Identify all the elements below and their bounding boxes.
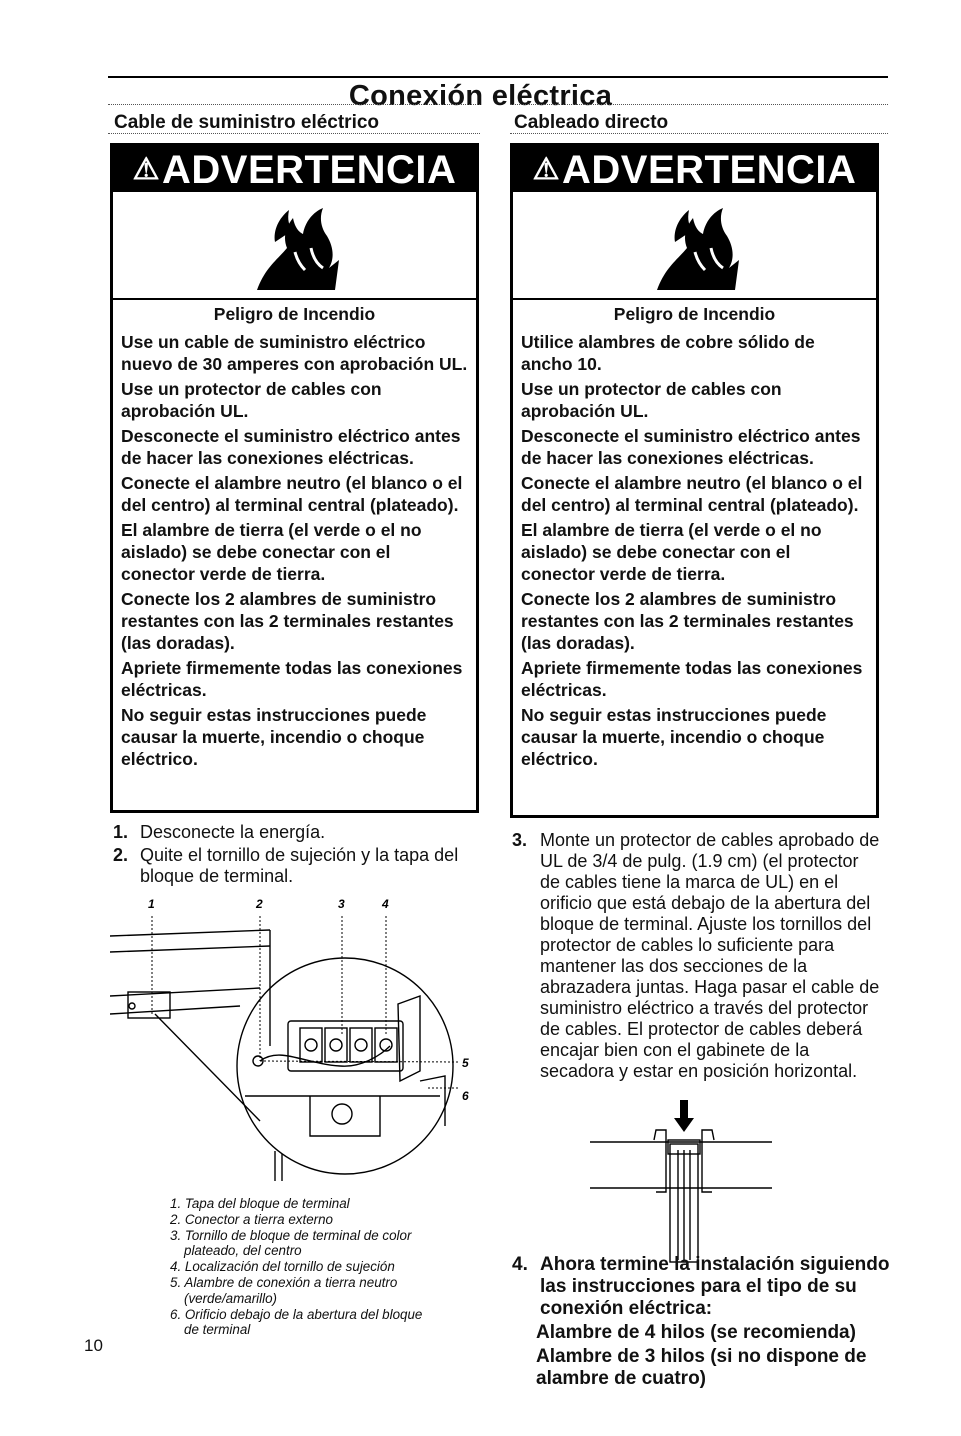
- warning-banner-text: ADVERTENCIA: [162, 148, 457, 192]
- step-item: [110, 845, 480, 887]
- right-step-4: [512, 1254, 892, 1390]
- warning-paragraph: El alambre de tierra (el verde o el no aislado) se debe conectar con el conector verde de tierra.: [521, 520, 822, 584]
- step-number: 4.: [512, 1254, 528, 1275]
- caption-line: 3. Tornillo de bloque de terminal de color: [170, 1227, 412, 1243]
- caption-line: de terminal: [184, 1322, 251, 1338]
- left-heading-rule-top: [108, 104, 480, 105]
- caption-line: plateado, del centro: [184, 1243, 302, 1259]
- fire-hazard-icon: [247, 202, 343, 292]
- diagram-label-5: 5: [462, 1056, 469, 1070]
- wiring-option: Alambre de 3 hilos (si no dispone de alambre de cuatro): [536, 1346, 867, 1389]
- warning-triangle-icon: ⚠: [132, 153, 160, 186]
- left-steps: [110, 822, 480, 887]
- warning-title: Peligro de Incendio: [613, 304, 776, 324]
- step-text: Ahora termine la instalación siguiendo las instrucciones para el tipo de su conexión eléctrica:: [540, 1254, 890, 1319]
- warning-paragraph: Use un cable de suministro eléctrico nuevo de 30 amperes con aprobación UL.: [121, 331, 468, 374]
- caption-line: 5. Alambre de conexión a tierra neutro: [170, 1274, 398, 1290]
- step-text: Desconecte la energía.: [140, 822, 326, 842]
- warning-banner-text: ADVERTENCIA: [562, 148, 857, 192]
- right-step-3: [512, 830, 882, 1082]
- warning-paragraph: El alambre de tierra (el verde o el no aislado) se debe conectar con el conector verde de tierra.: [121, 520, 422, 584]
- warning-paragraph: Desconecte el suministro eléctrico antes de hacer las conexiones eléctricas.: [121, 425, 461, 468]
- warning-paragraph: Apriete firmemente todas las conexiones eléctricas.: [521, 657, 863, 700]
- page-number: 10: [84, 1336, 103, 1355]
- caption-line: 1. Tapa del bloque de terminal: [170, 1196, 350, 1211]
- warning-paragraph: Conecte el alambre neutro (el blanco o el del centro) al terminal central (plateado).: [521, 473, 863, 515]
- warning-paragraph: Apriete firmemente todas las conexiones eléctricas.: [121, 657, 463, 700]
- warning-paragraph: Conecte los 2 alambres de suministro restantes con las 2 terminales restantes (las doradas).: [521, 589, 854, 653]
- right-section-heading: Cableado directo: [514, 112, 669, 133]
- diagram-label-4: 4: [382, 897, 389, 911]
- step-number: 1.: [113, 822, 129, 842]
- warning-triangle-icon: ⚠: [532, 153, 560, 186]
- warning-body: [513, 302, 876, 778]
- right-warning-box: [510, 143, 879, 818]
- warning-paragraph: Conecte los 2 alambres de suministro restantes con las 2 terminales restantes (las doradas).: [121, 589, 454, 653]
- left-heading-rule-bottom: [108, 133, 480, 134]
- right-heading-rule-bottom: [510, 133, 888, 134]
- warning-paragraph: Conecte el alambre neutro (el blanco o el del centro) al terminal central (plateado).: [121, 473, 463, 515]
- caption-line: 6. Orificio debajo de la abertura del bloque: [170, 1306, 423, 1322]
- warning-paragraph: No seguir estas instrucciones puede causar la muerte, incendio o choque eléctrico.: [521, 705, 827, 769]
- arrow-down-icon: [674, 1100, 694, 1132]
- terminal-block-diagram: [110, 896, 490, 1186]
- warning-banner: [513, 146, 876, 192]
- diagram-label-6: 6: [462, 1089, 469, 1103]
- warning-paragraph: Utilice alambres de cobre sólido de ancho 10.: [521, 331, 815, 374]
- caption-line: (verde/amarillo): [184, 1290, 278, 1306]
- warning-title: Peligro de Incendio: [213, 304, 376, 324]
- diagram-captions: [170, 1196, 422, 1338]
- step-number: 2.: [113, 845, 129, 865]
- step-text: Monte un protector de cables aprobado de UL de 3/4 de pulg. (1.9 cm) (el protector de cables tiene la marca de UL) en el orificio que está debajo de la abertura del bloque de terminal. Ajuste los tornillos del protector de cables lo suficiente para mantener las dos secciones de la abrazadera juntas. Haga pasar el cable de suministro eléctrico a través del protector de cables. El protector de cables deberá encajar bien con el gabinete de la secadora y estar en posición horizontal.: [540, 830, 880, 1081]
- warning-paragraph: Use un protector de cables con aprobación UL.: [121, 378, 382, 421]
- caption-line: 4. Localización del tornillo de sujeción: [170, 1259, 395, 1275]
- step-number: 3.: [512, 830, 528, 850]
- title-rule: [108, 76, 888, 78]
- warning-paragraph: Desconecte el suministro eléctrico antes de hacer las conexiones eléctricas.: [521, 425, 861, 468]
- warning-divider: [113, 298, 476, 300]
- page-title: Conexión eléctrica: [348, 80, 613, 112]
- warning-divider: [513, 298, 876, 300]
- diagram-label-2: 2: [256, 897, 263, 911]
- wiring-option: Alambre de 4 hilos (se recomienda): [536, 1322, 856, 1343]
- warning-paragraph: No seguir estas instrucciones puede causar la muerte, incendio o choque eléctrico.: [121, 705, 427, 769]
- step-item: [110, 822, 480, 843]
- step-text: Quite el tornillo de sujeción y la tapa del bloque de terminal.: [140, 845, 459, 886]
- diagram-label-1: 1: [148, 897, 155, 911]
- fire-hazard-icon: [647, 202, 743, 292]
- warning-paragraph: Use un protector de cables con aprobación UL.: [521, 378, 782, 421]
- left-warning-box: [110, 143, 479, 813]
- warning-body: [113, 302, 476, 778]
- diagram-label-3: 3: [338, 897, 345, 911]
- strain-relief-diagram: [590, 1100, 780, 1272]
- warning-banner: [113, 146, 476, 192]
- right-heading-rule-top: [510, 104, 888, 105]
- caption-line: 2. Conector a tierra externo: [170, 1211, 334, 1227]
- left-section-heading: Cable de suministro eléctrico: [114, 112, 380, 133]
